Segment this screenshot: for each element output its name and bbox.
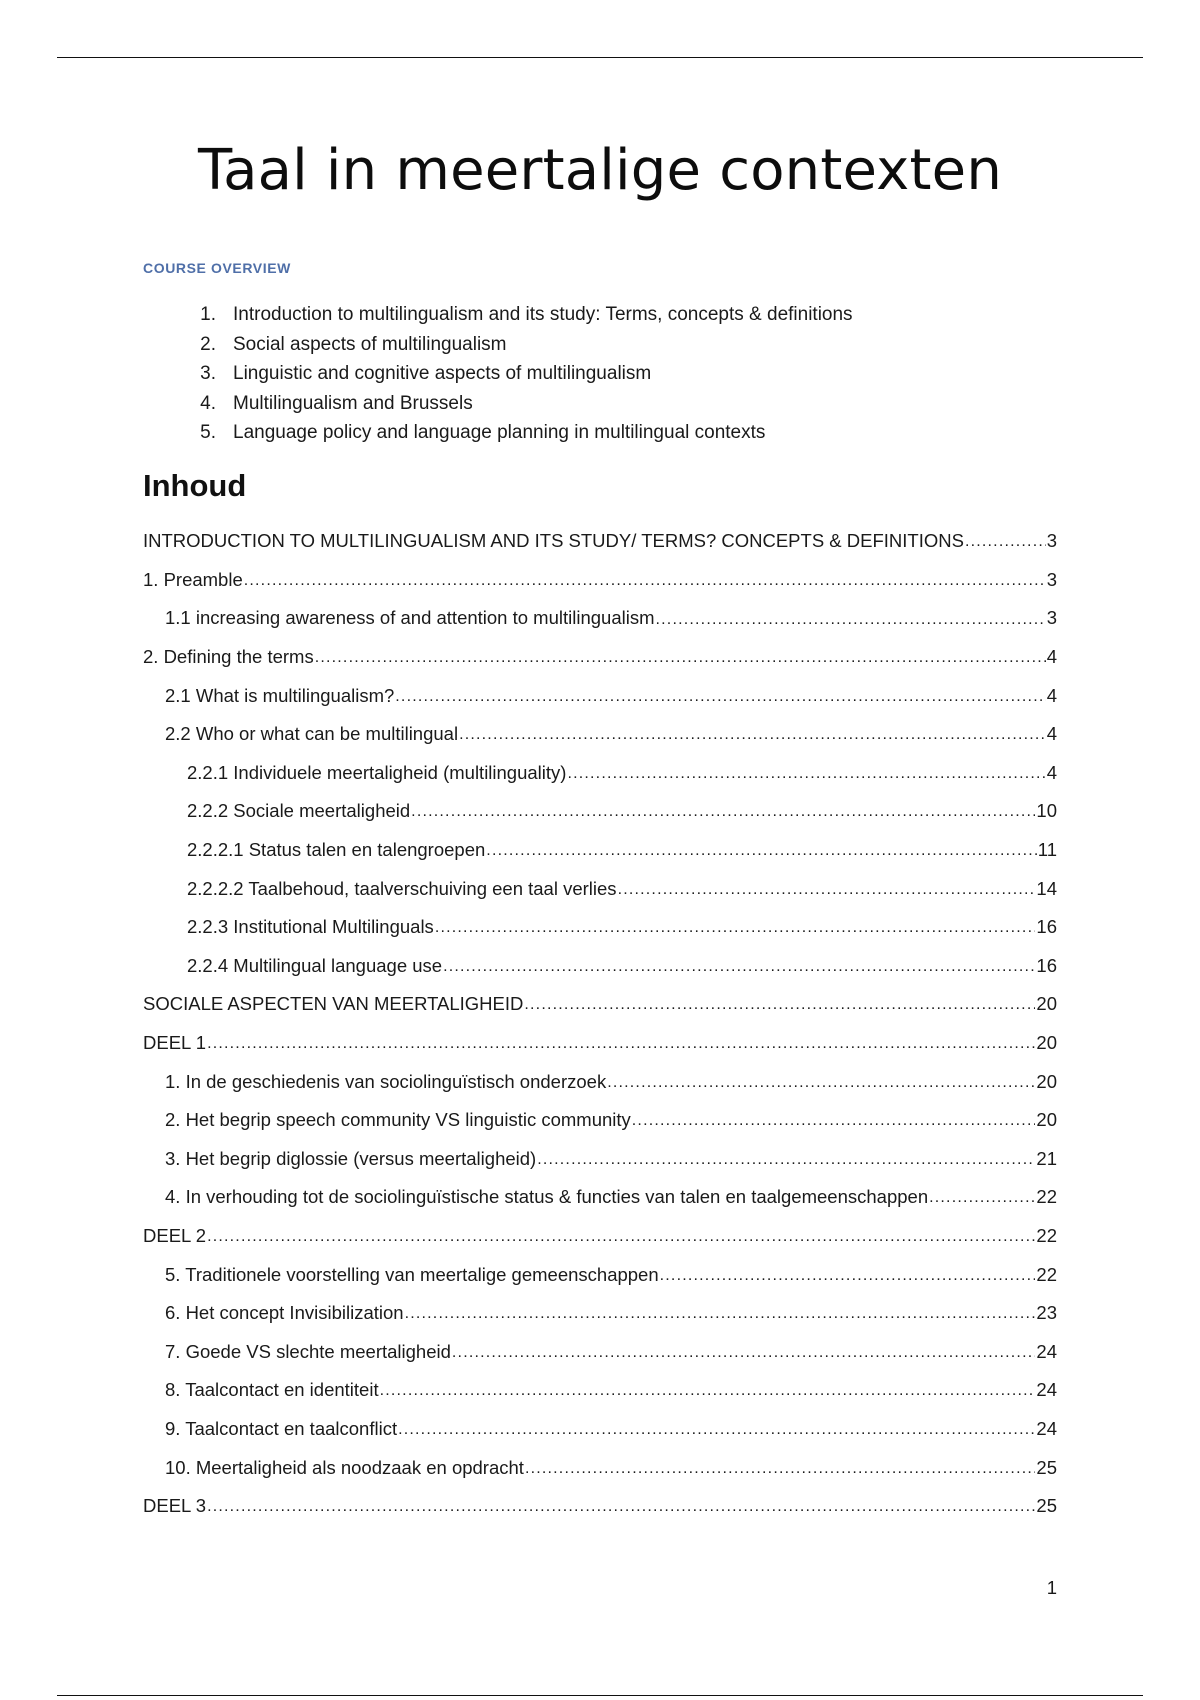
- toc-entry-page: 14: [1036, 877, 1057, 899]
- toc-entry-text[interactable]: DEEL 1: [143, 1032, 207, 1054]
- toc-leader-dots: [405, 1301, 1036, 1325]
- toc-leader-dots: [607, 1070, 1035, 1094]
- toc-leader-dots: [656, 606, 1046, 630]
- toc-entry-page: 21: [1036, 1147, 1057, 1169]
- toc-entry[interactable]: [143, 792, 1057, 831]
- overview-item-number: 1.: [200, 304, 216, 325]
- toc-entry-page: 20: [1036, 993, 1057, 1015]
- toc-entry-text[interactable]: 8. Taalcontact en identiteit: [165, 1379, 379, 1401]
- toc-entry-text[interactable]: 2.2.4 Multilingual language use: [187, 954, 443, 976]
- document-title: Taal in meertalige contexten: [197, 138, 1003, 203]
- toc-entry-page: 4: [1046, 684, 1057, 706]
- toc-entry[interactable]: [143, 908, 1057, 947]
- toc-entry-page: 11: [1037, 839, 1057, 861]
- overview-item-text: Introduction to multilingualism and its study: Terms, concepts & definitions: [233, 304, 853, 325]
- toc-entry-text[interactable]: INTRODUCTION TO MULTILINGUALISM AND ITS STUDY/ TERMS? CONCEPTS & DEFINITIONS: [143, 530, 964, 552]
- toc-entry[interactable]: [143, 869, 1057, 908]
- toc-entry-page: 20: [1036, 1032, 1057, 1054]
- overview-item-number: 2.: [200, 333, 216, 355]
- toc-entry-page: 24: [1036, 1340, 1057, 1362]
- toc-leader-dots: [525, 1456, 1035, 1480]
- toc-leader-dots: [524, 992, 1035, 1016]
- top-rule: [57, 57, 1143, 58]
- toc-entry[interactable]: [143, 1332, 1057, 1371]
- toc-leader-dots: [486, 838, 1036, 862]
- toc-leader-dots: [929, 1185, 1035, 1209]
- toc-entry-page: 25: [1036, 1495, 1057, 1517]
- toc-entry-page: 16: [1036, 916, 1057, 938]
- toc-entry[interactable]: [143, 1217, 1057, 1256]
- overview-item: [143, 418, 853, 448]
- overview-item-number: 4.: [200, 392, 216, 414]
- toc-entry[interactable]: [143, 985, 1057, 1024]
- toc-entry[interactable]: [143, 1062, 1057, 1101]
- toc-leader-dots: [395, 684, 1045, 708]
- toc-entry[interactable]: [143, 1024, 1057, 1063]
- toc-leader-dots: [567, 761, 1045, 785]
- toc-entry-page: 23: [1036, 1302, 1057, 1324]
- toc-entry[interactable]: [143, 599, 1057, 638]
- table-of-contents: [143, 522, 1057, 1525]
- toc-entry[interactable]: [143, 638, 1057, 677]
- toc-leader-dots: [398, 1417, 1035, 1441]
- toc-entry-text[interactable]: 2.2.2 Sociale meertaligheid: [187, 800, 411, 822]
- toc-entry-page: 4: [1046, 646, 1057, 668]
- toc-entry[interactable]: [143, 831, 1057, 870]
- toc-entry[interactable]: [143, 1487, 1057, 1526]
- toc-entry-text[interactable]: 1.1 increasing awareness of and attention to multilingualism: [165, 607, 655, 629]
- toc-entry-text[interactable]: 2.1 What is multilingualism?: [165, 684, 395, 706]
- toc-leader-dots: [965, 529, 1046, 553]
- toc-entry-page: 4: [1046, 761, 1057, 783]
- toc-entry-text[interactable]: 1. Preamble: [143, 568, 243, 590]
- toc-entry[interactable]: [143, 754, 1057, 793]
- toc-leader-dots: [244, 568, 1046, 592]
- toc-entry-text[interactable]: 7. Goede VS slechte meertaligheid: [165, 1340, 451, 1362]
- toc-entry[interactable]: [143, 1410, 1057, 1449]
- toc-entry-page: 3: [1046, 568, 1057, 590]
- toc-entry-page: 22: [1036, 1224, 1057, 1246]
- toc-entry[interactable]: [143, 561, 1057, 600]
- toc-entry-page: 16: [1036, 954, 1057, 976]
- toc-entry-text[interactable]: 2.2.1 Individuele meertaligheid (multilinguality): [187, 761, 567, 783]
- toc-entry-text[interactable]: SOCIALE ASPECTEN VAN MEERTALIGHEID: [143, 993, 524, 1015]
- toc-entry-text[interactable]: DEEL 2: [143, 1224, 207, 1246]
- toc-entry-page: 20: [1036, 1109, 1057, 1131]
- toc-entry[interactable]: [143, 676, 1057, 715]
- toc-entry[interactable]: [143, 1448, 1057, 1487]
- toc-entry[interactable]: [143, 1255, 1057, 1294]
- overview-item-text: Language policy and language planning in multilingual contexts: [233, 422, 766, 443]
- course-overview-label: COURSE OVERVIEW: [143, 260, 291, 276]
- overview-item: [143, 389, 853, 419]
- toc-entry[interactable]: [143, 1371, 1057, 1410]
- toc-leader-dots: [632, 1108, 1036, 1132]
- toc-entry-text[interactable]: 4. In verhouding tot de sociolinguïstische status & functies van talen en taalgemeenschappen: [165, 1186, 929, 1208]
- bottom-rule: [57, 1695, 1143, 1696]
- toc-entry-page: 20: [1036, 1070, 1057, 1092]
- toc-entry-page: 25: [1036, 1456, 1057, 1478]
- overview-item: [143, 300, 853, 330]
- overview-item-number: 5.: [200, 422, 216, 443]
- toc-entry-text[interactable]: 10. Meertaligheid als noodzaak en opdracht: [165, 1456, 524, 1478]
- toc-leader-dots: [435, 915, 1036, 939]
- toc-leader-dots: [207, 1494, 1035, 1518]
- toc-entry-page: 3: [1046, 607, 1057, 629]
- toc-entry-text[interactable]: 2.2.3 Institutional Multilinguals: [187, 916, 434, 938]
- toc-entry-text[interactable]: 6. Het concept Invisibilization: [165, 1302, 404, 1324]
- toc-entry-text[interactable]: 2.2.2.2 Taalbehoud, taalverschuiving een taal verlies: [187, 877, 617, 899]
- toc-entry-page: 3: [1046, 530, 1057, 552]
- overview-item-text: Social aspects of multilingualism: [233, 333, 507, 355]
- toc-entry-text[interactable]: DEEL 3: [143, 1495, 207, 1517]
- toc-entry-text[interactable]: 9. Taalcontact en taalconflict: [165, 1417, 398, 1439]
- overview-item: [143, 330, 853, 360]
- toc-entry[interactable]: [143, 1294, 1057, 1333]
- toc-leader-dots: [459, 722, 1046, 746]
- toc-entry-text[interactable]: 2. Het begrip speech community VS linguistic community: [165, 1109, 631, 1131]
- toc-entry[interactable]: [143, 522, 1057, 561]
- toc-entry-page: 22: [1036, 1263, 1057, 1285]
- toc-entry-text[interactable]: 2.2.2.1 Status talen en talengroepen: [187, 839, 486, 861]
- toc-entry-page: 10: [1036, 800, 1057, 822]
- toc-entry-page: 22: [1036, 1186, 1057, 1208]
- toc-entry-text[interactable]: 3. Het begrip diglossie (versus meertaligheid): [165, 1147, 537, 1169]
- overview-item-number: 3.: [200, 363, 216, 384]
- toc-heading: Inhoud: [143, 468, 247, 503]
- overview-item: [143, 359, 853, 389]
- toc-entry-page: 4: [1046, 723, 1057, 745]
- toc-leader-dots: [380, 1378, 1036, 1402]
- course-overview-list: [143, 300, 853, 448]
- toc-entry[interactable]: [143, 1101, 1057, 1140]
- overview-item-text: Linguistic and cognitive aspects of multilingualism: [233, 363, 652, 384]
- toc-leader-dots: [207, 1031, 1035, 1055]
- toc-leader-dots: [443, 954, 1035, 978]
- toc-leader-dots: [207, 1224, 1035, 1248]
- toc-entry-text[interactable]: 1. In de geschiedenis van sociolinguïstisch onderzoek: [165, 1070, 607, 1092]
- toc-leader-dots: [660, 1263, 1036, 1287]
- toc-leader-dots: [315, 645, 1046, 669]
- page-number: 1: [1046, 1577, 1057, 1598]
- toc-leader-dots: [618, 877, 1036, 901]
- toc-leader-dots: [537, 1147, 1035, 1171]
- toc-entry[interactable]: [143, 1140, 1057, 1179]
- toc-entry[interactable]: [143, 947, 1057, 986]
- toc-entry-text[interactable]: 2. Defining the terms: [143, 646, 314, 668]
- toc-entry[interactable]: [143, 1178, 1057, 1217]
- overview-item-text: Multilingualism and Brussels: [233, 392, 473, 414]
- toc-entry-page: 24: [1036, 1417, 1057, 1439]
- toc-entry[interactable]: [143, 715, 1057, 754]
- toc-entry-text[interactable]: 2.2 Who or what can be multilingual: [165, 723, 459, 745]
- toc-leader-dots: [452, 1340, 1036, 1364]
- toc-entry-text[interactable]: 5. Traditionele voorstelling van meertalige gemeenschappen: [165, 1263, 659, 1285]
- toc-entry-page: 24: [1036, 1379, 1057, 1401]
- toc-leader-dots: [411, 799, 1035, 823]
